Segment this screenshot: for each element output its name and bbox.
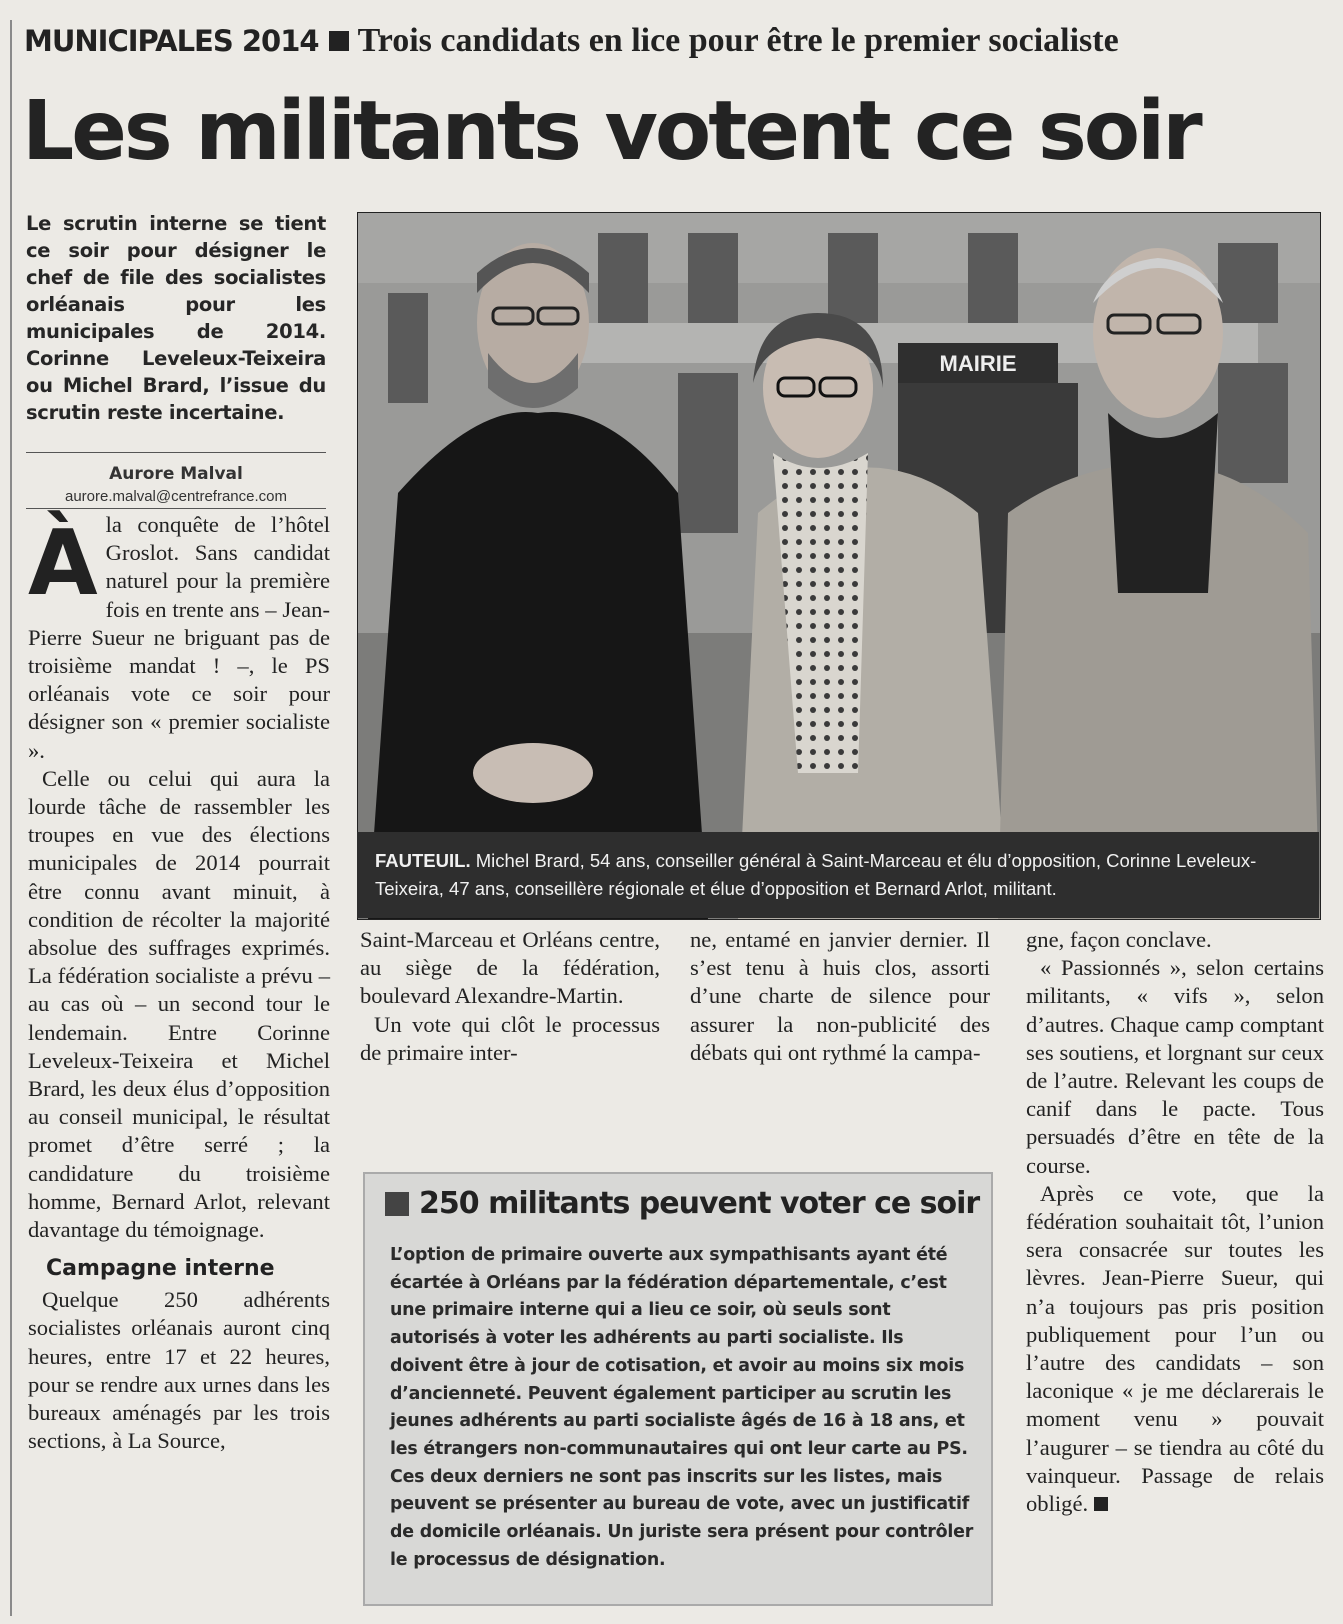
main-headline: Les militants votent ce soir [22, 84, 1200, 179]
byline-rule-top [26, 452, 326, 453]
body-column-2 [360, 926, 660, 1067]
info-box-title-text: 250 militants peuvent voter ce soir [419, 1186, 980, 1221]
body-column-1 [28, 511, 330, 1456]
col4-paragraph-1: gne, façon conclave. [1026, 927, 1212, 952]
photo-sign-text: MAIRIE [939, 351, 1017, 376]
col4-paragraph-3 [1026, 1180, 1324, 1518]
deck-headline: Trois candidats en lice pour être le premier socialiste [357, 22, 1119, 59]
byline-author: Aurore Malval [109, 464, 243, 484]
body-column-3 [690, 926, 990, 1067]
col3-paragraph-1: ne, entamé en janvier dernier. Il s’est tenu à huis clos, assorti d’une charte de silence pour assurer la non-publicité des débats qui ont rythmé la campa- [690, 927, 990, 1065]
end-square-icon [1094, 1497, 1108, 1511]
caption-label: FAUTEUIL. [375, 850, 471, 871]
photo-illustration [358, 213, 1320, 919]
drop-cap: À [28, 511, 98, 616]
box-square-icon [385, 1192, 409, 1216]
photo [357, 212, 1321, 920]
section-rubric: MUNICIPALES 2014 [24, 24, 319, 58]
col4-paragraph-3-text: Après ce vote, que la fédération souhaitait tôt, l’union sera consacrée sur toutes les lèvres. Jean-Pierre Sueur, qui n’a toujours pas pris position publiquement pour l’un ou l’autre des candidats – son laconique « je me déclarerais le moment venu » pouvait l’augurer – se tiendra au côté du vainqueur. Passage de relais obligé. [1026, 1180, 1324, 1517]
article-lead: Le scrutin interne se tient ce soir pour désigner le chef de file des socialistes orléanais pour les municipales de 2014. Corinne Leveleux-Teixeira ou Michel Brard, l’issue du scrutin reste incertaine. [26, 212, 326, 424]
subhead: Campagne interne [46, 1256, 275, 1282]
paragraph-2: Celle ou celui qui aura la lourde tâche de rassembler les troupes en vue des élections municipales de 2014 pourrait être connu avant minuit, à condition de récolter la majorité absolue des suffrages exprimés. La fédération socialiste a prévu – au cas où – un second tour le lendemain. Entre Corinne Leveleux-Teixeira et Michel Brard, les deux élus d’opposition au conseil municipal, le résultat promet d’être serré ; la candidature du troisième homme, Bernard Arlot, relevant davantage du témoignage. [28, 765, 330, 1243]
photo-caption [357, 832, 1319, 918]
byline-email: aurore.malval@centrefrance.com [65, 488, 287, 505]
info-box-title [385, 1186, 985, 1221]
col4-paragraph-2: « Passionnés », selon certains militants, « vifs », selon d’autres. Chaque camp comptant ses soutiens, et lorgnant sur ceux de l’autre. Relevant les coups de canif dans le pacte. Tous persuadés d’être en tête de la course. [1026, 955, 1324, 1178]
paragraph-1-text: la conquête de l’hôtel Groslot. Sans candidat naturel pour la première fois en trente ans – Jean-Pierre Sueur ne briguant pas de troisième mandat ! –, le PS orléanais vote ce soir pour désigner son « premier socialiste ». [28, 512, 330, 763]
col2-paragraph-1: Saint-Marceau et Orléans centre, au siège de la fédération, boulevard Alexandre-Martin. [360, 927, 660, 1009]
kicker-square-icon [329, 31, 349, 51]
caption-text: Michel Brard, 54 ans, conseiller général à Saint-Marceau et élu d’opposition, Corinne Leveleux-Teixeira, 47 ans, conseillère régionale et élue d’opposition et Bernard Arlot, militant. [375, 850, 1257, 899]
kicker [24, 22, 1314, 66]
byline-rule-bottom [26, 508, 326, 509]
info-box-text: L’option de primaire ouverte aux sympathisants ayant été écartée à Orléans par la fédération départementale, c’est une primaire interne qui a lieu ce soir, où seuls sont autorisés à voter les adhérents au parti socialiste. Ils doivent être à jour de cotisation, et avoir au moins six mois d’ancienneté. Peuvent également participer au scrutin les jeunes adhérents au parti socialiste âgés de 16 à 18 ans, et les étrangers non-communautaires qui ont leur carte au PS. Ces deux derniers ne sont pas inscrits sur les listes, mais peuvent se présenter au bureau de vote, avec un justificatif de domicile orléanais. Un juriste sera présent pour contrôler le processus de désignation. [390, 1245, 974, 1570]
body-column-4 [1026, 926, 1324, 1518]
paragraph-3: Quelque 250 adhérents socialistes orléanais auront cinq heures, entre 17 et 22 heures, pour se rendre aux urnes dans les bureaux aménagés par les trois sections, à La Source, [28, 1287, 330, 1454]
paragraph-1 [28, 511, 330, 765]
col2-paragraph-2: Un vote qui clôt le processus de primaire inter- [360, 1011, 660, 1065]
page-left-rule [10, 20, 12, 1616]
